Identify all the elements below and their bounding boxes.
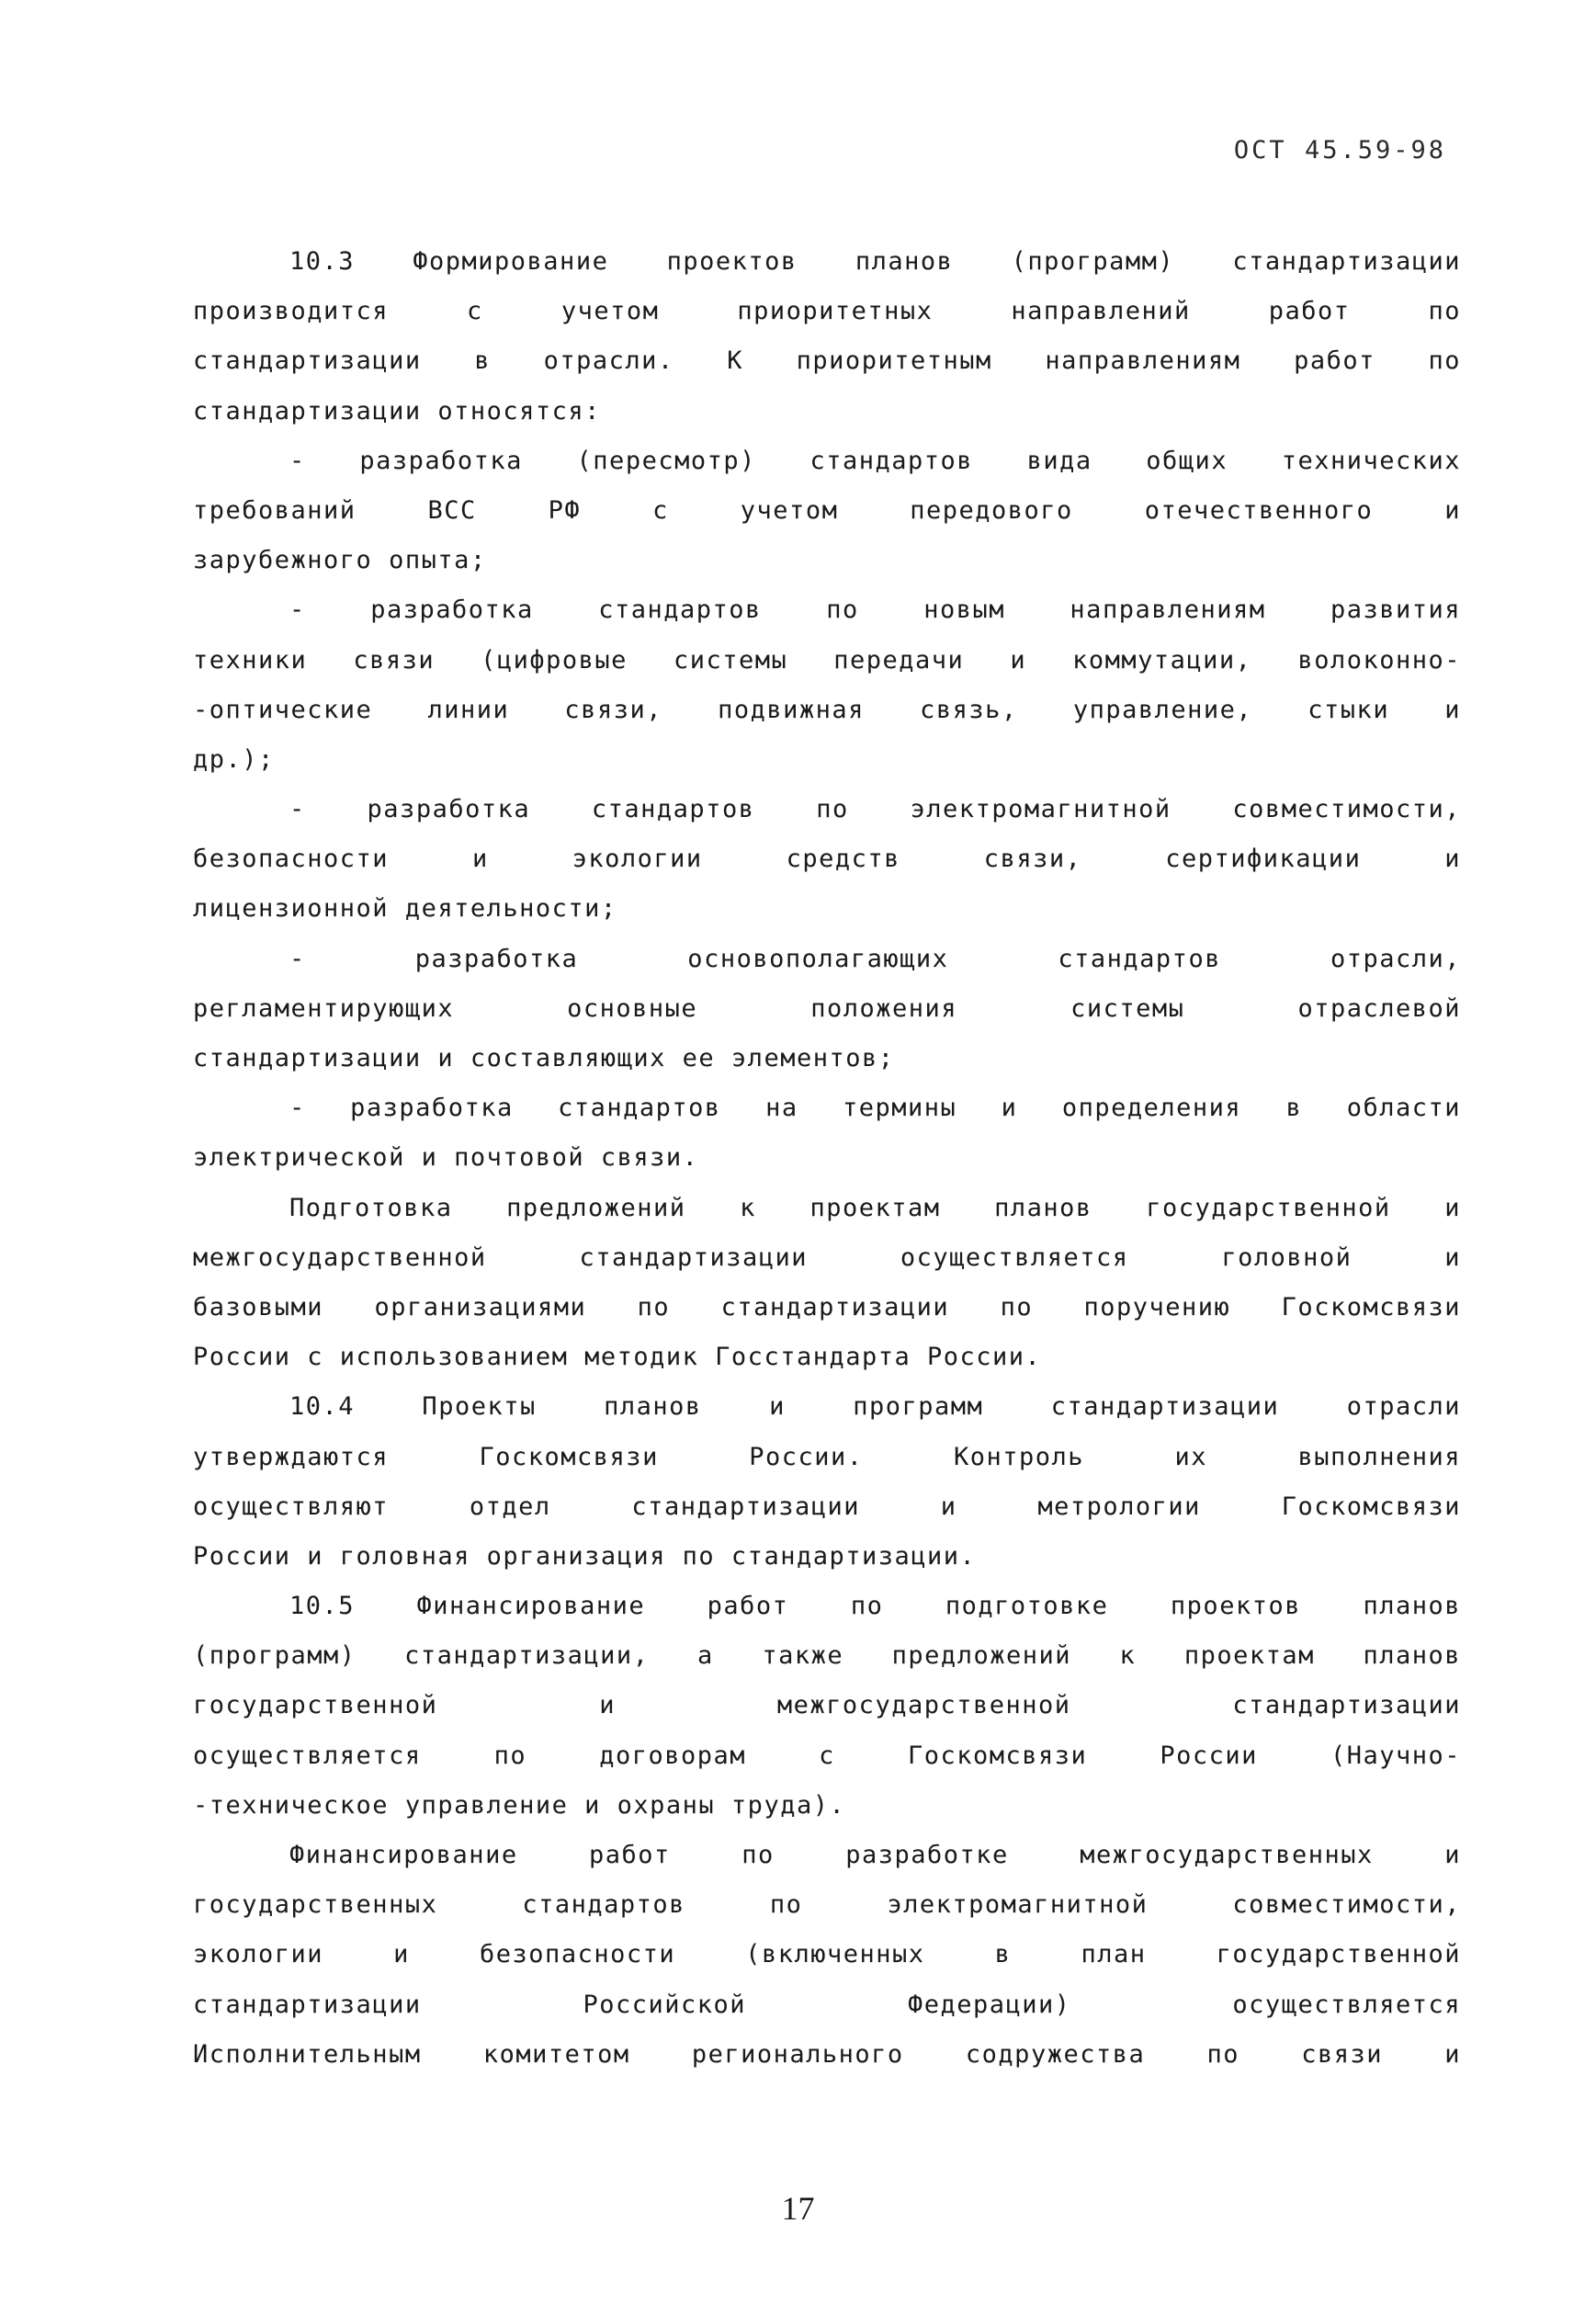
text-line: 10.3 Формирование проектов планов (программ) стандартизации <box>289 247 1461 276</box>
text-line: стандартизации и составляющих ее элементов; <box>193 1044 895 1072</box>
text-line: регламентирующих основные положения системы отраслевой <box>193 993 1461 1023</box>
text-line: безопасности и экологии средств связи, сертификации и <box>193 845 1461 874</box>
text-line: государственных стандартов по электромагнитной совместимости, <box>193 1890 1461 1920</box>
text-line: осуществляется по договорам с Госкомсвязи России (Научно- <box>193 1741 1461 1770</box>
text-line: Исполнительным комитетом регионального содружества по связи и <box>193 2039 1461 2069</box>
text-line: - разработка стандартов по электромагнитной совместимости, <box>289 795 1461 824</box>
text-line: 10.4 Проекты планов и программ стандартизации отрасли <box>289 1392 1461 1422</box>
text-line: - разработка стандартов на термины и определения в области <box>289 1094 1461 1123</box>
text-line: др.); <box>193 744 275 774</box>
text-line: требований ВСС РФ с учетом передового отечественного и <box>193 495 1461 525</box>
text-line: 10.5 Финансирование работ по подготовке проектов планов <box>289 1592 1461 1621</box>
text-line: России и головная организация по стандартизации. <box>193 1541 977 1571</box>
text-line: - разработка (пересмотр) стандартов вида общих технических <box>289 446 1461 475</box>
text-line: - разработка основополагающих стандартов отрасли, <box>289 944 1461 973</box>
text-line: -оптические линии связи, подвижная связь, управление, стыки и <box>193 695 1461 724</box>
text-line: стандартизации Российской Федерации) осуществляется <box>193 1990 1461 2019</box>
text-line: Подготовка предложений к проектам планов государственной и <box>289 1193 1461 1222</box>
text-line: стандартизации относятся: <box>193 396 601 425</box>
text-line: экологии и безопасности (включенных в план государственной <box>193 1940 1461 1969</box>
text-line: зарубежного опыта; <box>193 546 487 575</box>
document-body <box>193 237 1461 2080</box>
text-line: межгосударственной стандартизации осуществляется головной и <box>193 1242 1461 1272</box>
text-line: электрической и почтовой связи. <box>193 1143 699 1173</box>
text-line: -техническое управление и охраны труда). <box>193 1790 846 1820</box>
text-line: осуществляют отдел стандартизации и метрологии Госкомсвязи <box>193 1492 1461 1521</box>
text-line: базовыми организациями по стандартизации по поручению Госкомсвязи <box>193 1292 1461 1322</box>
text-line: стандартизации в отрасли. К приоритетным направлениям работ по <box>193 346 1461 376</box>
text-line: Финансирование работ по разработке межгосударственных и <box>289 1841 1461 1869</box>
text-line: (программ) стандартизации, а также предложений к проектам планов <box>193 1641 1461 1671</box>
text-line: техники связи (цифровые системы передачи и коммутации, волоконно- <box>193 645 1461 675</box>
document-code-header: ОСТ 45.59-98 <box>1233 136 1446 164</box>
text-line: - разработка стандартов по новым направлениям развития <box>289 596 1461 625</box>
text-line: производится с учетом приоритетных направлений работ по <box>193 297 1461 326</box>
text-line: утверждаются Госкомсвязи России. Контроль их выполнения <box>193 1442 1461 1471</box>
text-line: России с использованием методик Госстандарта России. <box>193 1343 1042 1372</box>
page-number: 17 <box>781 2190 815 2227</box>
text-line: лицензионной деятельности; <box>193 894 617 924</box>
text-line: государственной и межгосударственной стандартизации <box>193 1691 1461 1720</box>
